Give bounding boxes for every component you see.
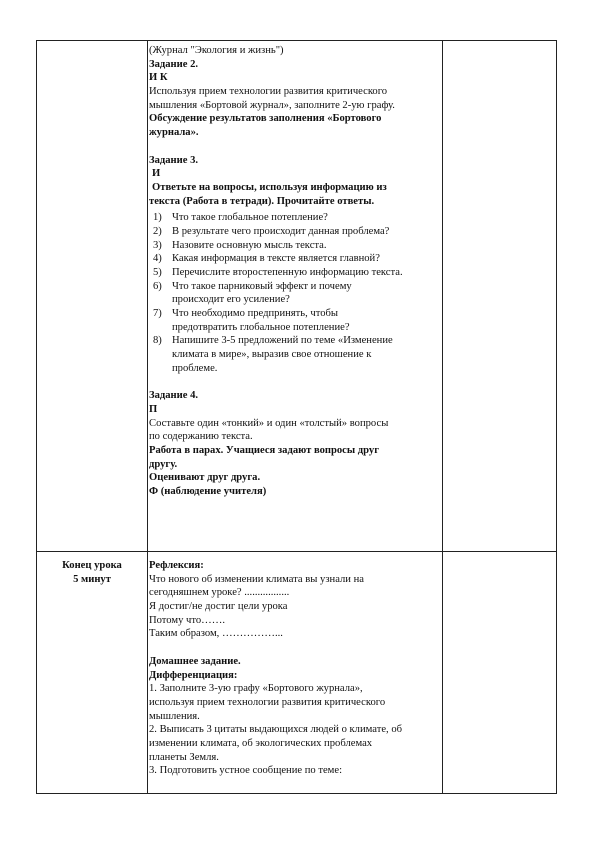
table-right-border [556,40,557,794]
task2-text-line: мышления «Бортовой журнал», заполните 2-ую графу. [149,99,395,111]
task2-discussion-line: Обсуждение результатов заполнения «Бортового [149,113,382,125]
question-item: 4) Какая информация в тексте является главной? [153,253,380,265]
question-item: 5) Перечислите второстепенную информацию текста. [153,267,403,278]
task2-text-line: Используя прием технологии развития критического [149,86,388,98]
homework-title: Домашнее задание. [149,655,241,667]
row-divider [36,551,557,552]
homework-line: 1. Заполните 3-ую графу «Бортового журнала», [149,683,363,695]
homework-line: планеты Земля. [149,751,219,763]
lesson-end-label: Конец урока [62,560,122,571]
task3-instruction-line: текста (Работа в тетради). Прочитайте ответы. [149,195,375,207]
task3-instruction-line: Ответьте на вопросы, используя информацию из [152,181,387,193]
question-item: 8) Напишите 3-5 предложений по теме «Изменение климата в мире», выразив свое отношение к проблеме. [153,335,393,374]
task3-tag: И [152,168,161,180]
task4-tag: П [149,403,158,415]
homework-line: мышления. [149,710,200,722]
column-divider-1 [147,40,148,794]
task3-question-list [149,211,439,375]
question-item: 2) В результате чего происходит данная проблема? [153,225,390,237]
table-left-border [36,40,37,794]
table-bottom-border [36,793,557,794]
task4-text-line: по содержанию текста. [149,431,253,443]
reflection-line: сегодняшнем уроке? ................. [149,587,290,599]
question-item: 3) Назовите основную мысль текста. [153,239,327,251]
task4-title: Задание 4. [149,390,199,402]
differentiation-title: Дифференциация: [149,669,238,681]
homework-line: используя прием технологии развития критического [149,696,386,708]
lesson-end-duration: 5 минут [73,573,111,585]
reflection-line: Таким образом, ……………... [149,628,283,640]
task4-evaluate: Оценивают друг друга. [149,472,261,484]
task4-feedback: Ф (наблюдение учителя) [149,486,267,497]
task2-tag: И К [149,72,168,84]
row1-content-cell [149,44,439,499]
reflection-title: Рефлексия: [149,560,204,571]
table-top-border [36,40,557,41]
task2-title: Задание 2. [149,58,199,70]
homework-line: 3. Подготовить устное сообщение по теме: [149,765,343,777]
lesson-plan-table [36,40,557,794]
question-item: 7) Что необходимо предпринять, чтобы предотвратить глобальное потепление? [153,308,350,333]
reflection-line: Потому что……. [149,614,225,626]
task4-text-line: Составьте один «тонкий» и один «толстый» вопросы [149,417,389,429]
homework-line: 2. Выписать 3 цитаты выдающихся людей о климате, об [149,724,403,736]
task3-title: Задание 3. [149,154,199,166]
lesson-end-cell [36,559,148,586]
reflection-line: Я достиг/не достиг цели урока [149,601,288,613]
question-item: 1) Что такое глобальное потепление? [153,212,328,224]
question-item: 6) Что такое парниковый эффект и почему происходит его усиление? [153,280,352,306]
column-divider-2 [442,40,443,794]
homework-line: изменении климата, об экологических проблемах [149,737,373,749]
task4-pairs-line: другу. [149,458,178,470]
task4-pairs-line: Работа в парах. Учащиеся задают вопросы друг [149,444,380,456]
journal-source: (Журнал "Экология и жизнь") [149,45,284,56]
row2-content-cell [149,559,439,778]
task2-discussion-line: журнала». [149,127,199,139]
reflection-line: Что нового об изменении климата вы узнали на [149,573,364,585]
